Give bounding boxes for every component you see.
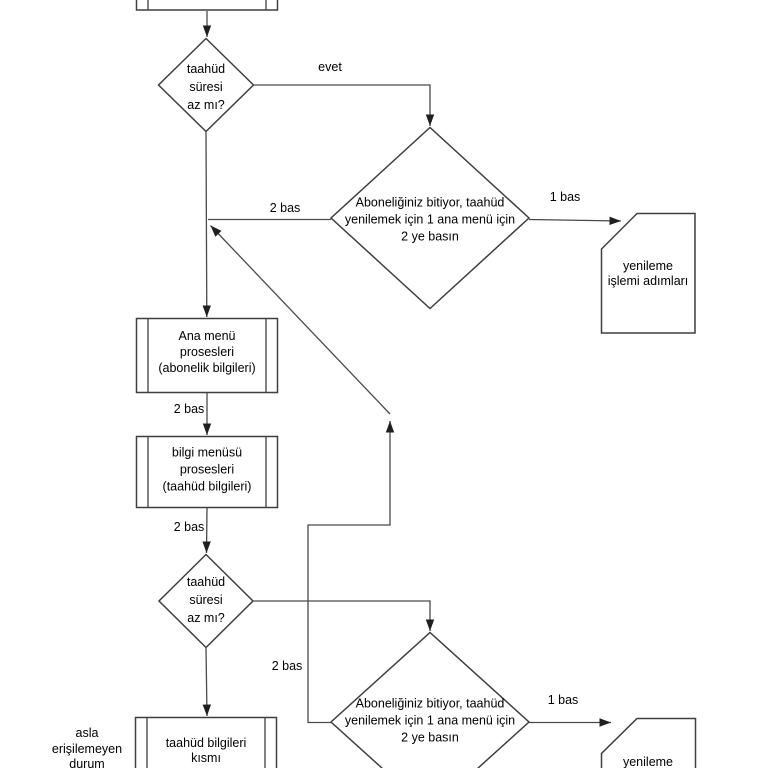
edge-label-evet: evet — [318, 60, 342, 74]
edge-label-press2-main-menu: 2 bas — [173, 402, 205, 416]
edge-announcement2-press2-loop — [308, 421, 390, 723]
edge-decision1-evet-to-announcement1 — [254, 85, 431, 126]
edge-decision2-to-commitment-info — [206, 648, 207, 716]
doc-renewal-2-label: yenileme — [622, 755, 674, 768]
doc-renewal-1-label: yenileme işlemi adımları — [607, 259, 689, 288]
decision-announcement-1-label: Aboneliğiniz bitiyor, taahüd yenilemek için 1 ana menü için 2 ye basın — [344, 195, 516, 244]
edge-decision2-to-announcement2 — [253, 601, 430, 631]
edge-label-press2-top: 2 bas — [269, 201, 301, 215]
process-commitment-info-label: taahüd bilgileri kısmı — [165, 736, 247, 765]
start-process-shape — [137, 0, 278, 10]
note-unreachable-label: asla erişilemeyen durum — [51, 726, 123, 768]
edge-announcement1-press1-to-doc1 — [529, 220, 621, 222]
edge-info-menu-to-decision2 — [207, 508, 208, 553]
decision-announcement-2-label: Aboneliğiniz bitiyor, taahüd yenilemek için 1 ana menü için 2 ye basın — [344, 696, 516, 745]
decision-commitment-1-label: taahüd süresi az mı? — [186, 62, 226, 112]
edge-label-press2-loop: 2 bas — [271, 659, 303, 673]
edge-label-press1-top: 1 bas — [549, 190, 581, 204]
edge-label-press2-info-menu: 2 bas — [173, 520, 205, 534]
decision-commitment-2-label: taahüd süresi az mı? — [186, 575, 226, 625]
process-info-menu-label: bilgi menüsü prosesleri (taahüd bilgileri) — [162, 445, 252, 494]
process-main-menu-label: Ana menü prosesleri (abonelik bilgileri) — [158, 329, 256, 375]
edge-decision1-to-main-menu — [206, 132, 207, 317]
edge-label-press1-bottom: 1 bas — [547, 693, 579, 707]
